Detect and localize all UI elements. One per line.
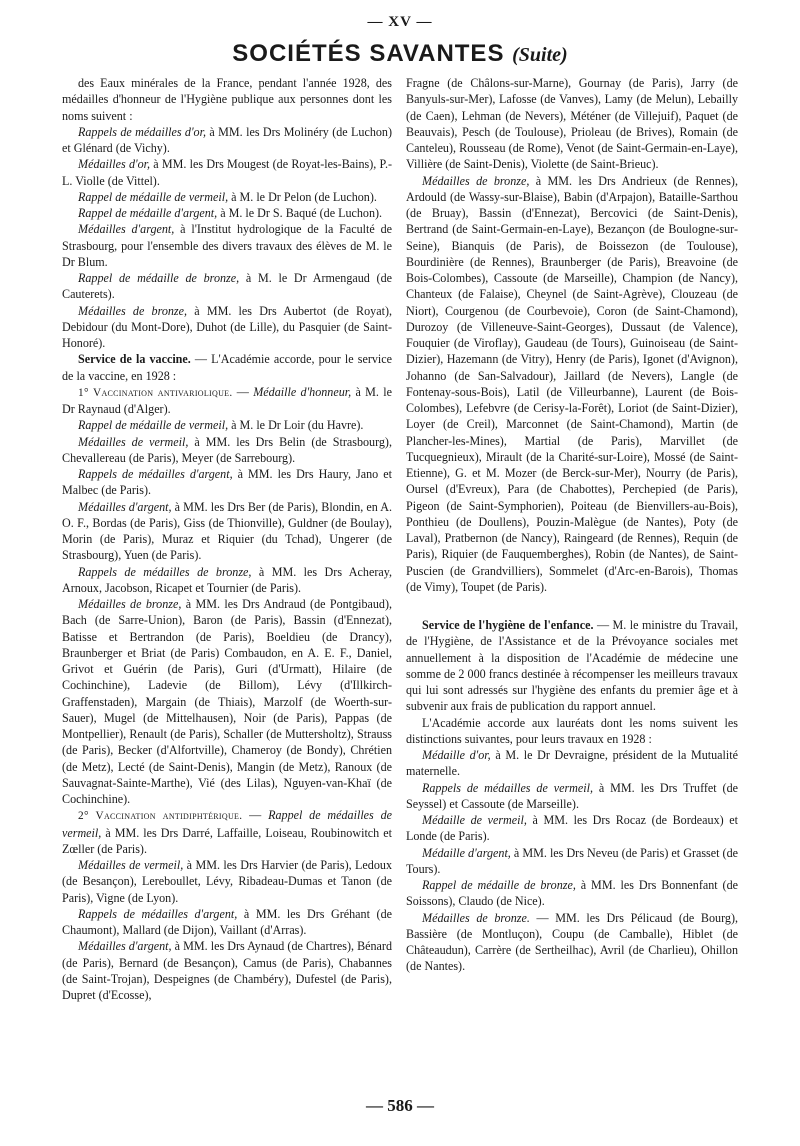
award-label: Rappels de médailles d'argent,: [78, 467, 233, 481]
award-label: Rappel de médaille de bronze,: [422, 878, 576, 892]
award-label: Médailles de vermeil,: [78, 434, 189, 449]
paragraph-text: à MM. les Drs Neveu (de Paris) et Grasset (de Tours).: [406, 845, 738, 876]
section-title: SOCIÉTÉS SAVANTES: [232, 40, 505, 67]
paragraph-p20: [62, 938, 392, 1003]
paragraph-text: à l'Institut hydrologique de la Faculté de Strasbourg, pour l'ensemble des divers travaux des élèves de M. le Dr Blum.: [62, 222, 392, 269]
paragraph-text: à MM. les Drs Molinéry (de Luchon) et Glénard (de Vichy).: [62, 124, 392, 155]
paragraph-text: Fragne (de Châlons-sur-Marne), Gournay (de Paris), Jarry (de Banyuls-sur-Mer), Lafosse (de Vanves), Lamy (de Melun), Lebailly (de Caen), Lehman (de Nevers), Météner (de Villejuif), Paquet (de Beauvais), Pesch (de Toulouse), Prioleau (de Brives), Romain (de Canteleu), Rousseau (de Rome), Venot (de Saint-Germain-en-Laye), Villière (de Saint-Denis), Violette (de Saint-Brieuc).: [406, 76, 738, 172]
paragraph-q05: [406, 747, 738, 780]
paragraph-p07: [62, 270, 392, 303]
paragraph-p17: [62, 807, 392, 857]
award-label: Rappels de médailles d'or,: [78, 124, 206, 139]
paragraph-text: —: [232, 384, 254, 399]
paragraph-q09: [406, 877, 738, 910]
folio: — XV —: [367, 14, 433, 30]
paragraph-text: à M. le Dr S. Baqué (de Luchon).: [217, 206, 383, 220]
award-label: Médaille de vermeil,: [422, 813, 527, 827]
award-label: Rappel de médaille de bronze,: [78, 271, 240, 285]
paragraph-text: à MM. les Drs Andrieux (de Rennes), Ardould (de Wassy-sur-Blaise), Babin (d'Arpajon), Bataille-Sarthou (de Bruay), Bassin (d'Ennezat), Bercovici (de Saint-Denis), Bertrand (de Saint-Germain-en-Laye), Bezançon (de Boulogne-sur-Seine), Bianquis (de Paris), de Boissezon (de Toulouse), Bourdinière (de Rennes), Braunberger (de Paris), Breavoine (de Bois-Colombes), Cassoute (de Marseille), Champion (de Nancy), Chanteux (de Falaise), Cheynel (de Saint-Agrève), Clouzeau (de Niort), Courgenou (de Courbevoie), Coron (de Saint-Chamond), Durozoy (de Villeneuve-Saint-Georges), Dussaut (de Valence), Fouquier (de Viroflay), Gaudeau (de Tours), Guinoiseau (de Saint-Dizier), Hazemann (de Vitry), Henry (de Paris), Igonet (d'Avignon), Johanno (de San-Salvadour), Jaillard (de Nevers), Langle (de Fontenay-sous-Bois), Latil (de Villeurbanne), Laurent (de Bois-Colombes), Lefebvre (de Cerisy-la-Forêt), Loriot (de Saint-Dizier), Loyer (de Creil), Marconnet (de Saint-Chamond), Martin (de Plancher-les-Mines), Martial (de Paris), Marvillet (de Tucquegnieux), Mirault (de la Charité-sur-Loire), Mossé (de Saint-Etienne), G. et M. Mozer (de Berck-sur-Mer), Nourry (de Paris), Oursel (d'Evreux), Para (de Chabottes), Perchepied (de Paris), Pigeon (de Saint-Symphorien), Poiteau (de Bienvillers-au-Bois), Ponthieu (de Doullens), Pouzin-Malègue (de Nantes), Poty (de Laval), Pratbernon (de Nancy), Raingeard (de Rennes), Requin (de Paris), Riquier (de Fauquemberghes), Robin (de Nantes), de Saint-Puscien (de Grandvilliers), Sommelet (d'Arc-en-Barois), Thomas (de Vimy), Toupet (de Paris).: [406, 173, 738, 594]
paragraph-p15: [62, 564, 392, 597]
paragraph-p01: [62, 75, 392, 124]
award-label: Médailles d'or,: [78, 157, 151, 172]
paragraph-text: à M. le Dr Loir (du Havre).: [228, 418, 364, 433]
paragraph-text: L'Académie accorde aux lauréats dont les noms suivent les distinctions suivantes, pour leurs travaux en 1928 :: [406, 715, 738, 746]
paragraph-p03: [62, 156, 392, 189]
paragraph-text: à M. le Dr Raynaud (d'Alger).: [62, 384, 392, 416]
award-label: Rappels de médailles de vermeil,: [422, 780, 594, 795]
paragraph-text: à MM. les Drs Gréhant (de Chaumont), Mallard (de Dijon), Vaillant (d'Arras).: [62, 906, 392, 937]
paragraph-p02: [62, 124, 392, 157]
section-heading: Service de la vaccine.: [78, 352, 191, 367]
paragraph-text: à MM. les Drs Ber (de Paris), Blondin, en A. O. F., Bordas (de Paris), Giss (de Thionville), Guldner (de Boulay), Morin (de Paris), Muraz et Riquier (du Tchad), Ungerer (de Strasbourg), Yuen (de Paris).: [62, 499, 392, 563]
paragraph-p13: [62, 466, 392, 499]
paragraph-text: à MM. les Drs Mougest (de Royat-les-Bains), P.-L. Violle (de Vittel).: [62, 157, 392, 188]
paragraph-q10: [406, 910, 738, 975]
paragraph-text: à MM. les Drs Aynaud (de Chartres), Bénard (de Paris), Bernard (de Besançon), Camus (de Paris), Chabannes (de Saint-Trojan), Despeignes (de Chambéry), Dufestel (de Paris), Dupret (d'Ecosse),: [62, 939, 393, 1002]
paragraph-p04: [62, 189, 392, 205]
right-column: [406, 75, 738, 975]
paragraph-text: à MM. les Drs Andraud (de Pontgibaud), Bach (de Sarre-Union), Baron (de Paris), Bassin (d'Ennezat), Batisse et Bertrandon (de Paris), Boeldieu (de Drancy), Braunberger et Briat (de Paris) Combaudon, en A. E. F., Daniel, Grivot et Guérin (de Paris), Guri (d'Urmatt), Hilaire (de Cochinchine), Ladevie (de Billom), Lévy (d'Illkirch-Graffenstaden), Margain (de Thiais), Marzolf (de Woerth-sur-Sauer), Mugel (de Mittelhausen), Noir (de Paris), Pappas (de Montpellier), Renault (de Paris), Schaller (de Muttersholtz), Strauss (de Paris), Becker (d'Alfortville), Chameroy (de Bondy), Chrétien (de Metz), Lecté (de Saint-Denis), Mangin (de Metz), Ranoux (de Sauvagnat-Sainte-Marthe), Vié (des Lilas), Nguyen-van-Khaï (de Cochinchine).: [62, 597, 393, 806]
paragraph-q01: [406, 75, 738, 173]
paragraph-text: à MM. les Drs Acheray, Arnoux, Jacobson, Ricapet et Tournier (de Paris).: [62, 564, 393, 595]
paragraph-text: — L'Académie accorde, pour le service de la vaccine, en 1928 :: [62, 352, 392, 383]
paragraph-q04: [406, 715, 738, 748]
award-label: Rappel de médaille de vermeil,: [78, 189, 229, 204]
paragraph-p08: [62, 303, 392, 352]
paragraph-text: à M. le Dr Pelon (de Luchon).: [228, 189, 377, 204]
paragraph-p18: [62, 857, 392, 906]
paragraph-q06: [406, 780, 738, 813]
paragraph-text: à M. le Dr Devraigne, président de la Mutualité maternelle.: [406, 748, 738, 779]
award-label: Médailles d'argent,: [78, 222, 175, 237]
heading-smallcaps: 1° Vaccination antivariolique.: [78, 386, 233, 399]
paragraph-text: —: [242, 808, 269, 823]
paragraph-text: à MM. les Drs Belin (de Strasbourg), Chevallereau (de Paris), Meyer (de Sarrebourg).: [62, 434, 392, 465]
paragraph-p14: [62, 499, 392, 564]
paragraph-text: à M. le Dr Armengaud (de Cauterets).: [62, 271, 392, 302]
paragraph-p11: [62, 417, 392, 433]
award-label: Médailles de bronze.: [422, 910, 530, 925]
paragraph-q07: [406, 812, 738, 845]
paragraph-p05: [62, 205, 392, 221]
award-label: Rappel de médaille de vermeil,: [78, 418, 229, 433]
heading-smallcaps: 2° Vaccination antidiphtérique.: [78, 810, 243, 823]
paragraph-text: des Eaux minérales de la France, pendant l'année 1928, des médailles d'honneur de l'Hygiène publique aux personnes dont les noms suivent :: [62, 76, 392, 123]
paragraph-text: à MM. les Drs Rocaz (de Bordeaux) et Londe (de Paris).: [406, 813, 738, 844]
paragraph-q02: [406, 173, 738, 596]
award-label: Médailles d'argent,: [78, 499, 172, 514]
paragraph-p10: [62, 384, 392, 418]
award-label: Médailles d'argent,: [78, 939, 172, 954]
award-label: Médailles de bronze,: [422, 173, 530, 188]
section-header: [0, 40, 800, 68]
award-label: Rappel de médailles de vermeil,: [62, 808, 392, 840]
paragraph-text: à MM. les Drs Bonnenfant (de Soissons), Claudo (de Nice).: [406, 878, 738, 909]
left-column: [62, 75, 392, 1003]
paragraph-q03: [406, 617, 738, 715]
paragraph-p12: [62, 434, 392, 467]
award-label: Rappels de médailles de bronze,: [78, 564, 252, 579]
award-label: Médaille d'honneur,: [253, 384, 352, 399]
paragraph-p09: [62, 351, 392, 384]
paragraph-p16: [62, 596, 392, 807]
award-label: Médailles de bronze,: [78, 597, 182, 611]
award-label: Rappels de médailles d'argent,: [78, 906, 238, 921]
page-number: — 586 —: [366, 1096, 434, 1115]
award-label: Médailles de bronze,: [78, 303, 188, 318]
paragraph-text: — MM. les Drs Pélicaud (de Bourg), Bassière (de Montluçon), Coupu (de Camballe), Hiblet (de Châteaudun), Carrère (de Sertheilhac), Avril (de Charlieu), Ohillon (de Nantes).: [406, 910, 738, 974]
award-label: Médaille d'argent,: [422, 845, 511, 860]
paragraph-p06: [62, 221, 392, 270]
paragraph-text: à MM. les Drs Darré, Laffaille, Loiseau, Roubinowitch et Zœller (de Paris).: [62, 825, 392, 856]
award-label: Rappel de médaille d'argent,: [78, 206, 218, 220]
paragraph-text: à MM. les Drs Harvier (de Paris), Ledoux (de Besançon), Lereboullet, Lévy, Ribadeau-Dumas et Tanon (de Paris), Vigne (de Lyon).: [62, 858, 392, 905]
section-heading: Service de l'hygiène de l'enfance.: [422, 618, 594, 632]
award-label: Médailles de vermeil,: [78, 858, 184, 872]
paragraph-p19: [62, 906, 392, 939]
award-label: Médaille d'or,: [422, 748, 491, 762]
paragraph-text: à MM. les Drs Aubertot (de Royat), Debidour (du Mont-Dore), Duhot (de Lille), du Pasquier (de Saint-Honoré).: [62, 303, 392, 350]
paragraph-text: à MM. les Drs Haury, Jano et Malbec (de Paris).: [62, 467, 392, 498]
paragraph-text: — M. le ministre du Travail, de l'Hygiène, de l'Assistance et de la Prévoyance sociales met annuellement à la disposition de l'Académie de médecine une somme de 2 000 francs destinée à récompenser les meilleurs travaux qui lui sont adressés sur l'hygiène des enfants du premier âge et à subvenir aux frais de publication du rapport annuel.: [406, 618, 738, 714]
paragraph-text: à MM. les Drs Truffet (de Seyssel) et Cassoute (de Marseille).: [406, 780, 739, 811]
section-title-suffix: (Suite): [512, 44, 568, 66]
paragraph-q08: [406, 845, 738, 878]
